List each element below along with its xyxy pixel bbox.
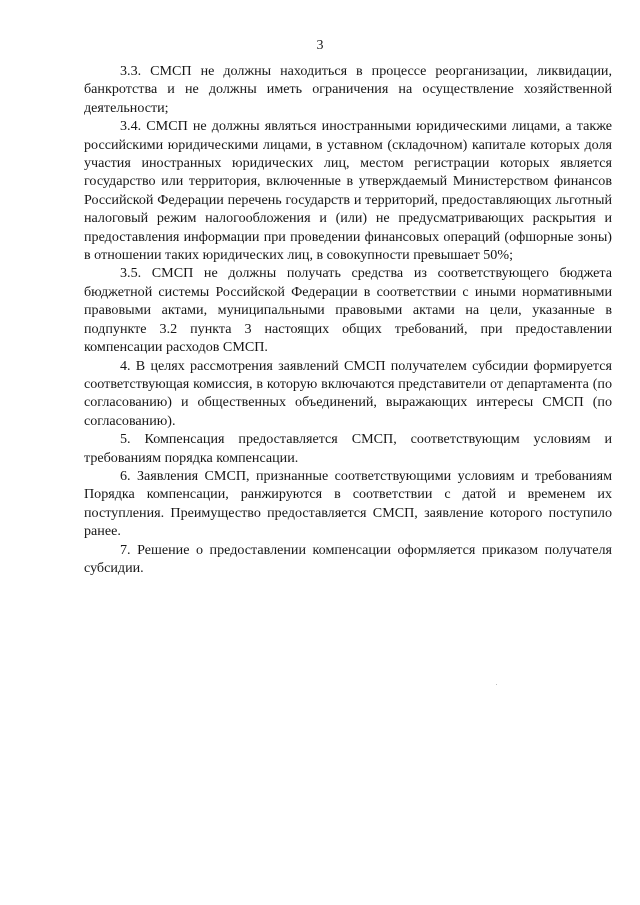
page-number: 3 bbox=[316, 38, 324, 53]
paragraph-4: 4. В целях рассмотрения заявлений СМСП получателем субсидии формируется соответствующая комиссия, в которую включаются представители от департамента (по согласованию) и общественных объединений, выражающих интересы СМСП (по согласованию). bbox=[84, 357, 612, 429]
paragraph-3-5: 3.5. СМСП не должны получать средства из соответствующего бюджета бюджетной системы Российской Федерации в соответствии с иными нормативными правовыми актами, муниципальными правовыми актами на цели, указанные в подпункте 3.2 пункта 3 настоящих общих требований, при предоставлении компенсации расходов СМСП. bbox=[84, 265, 612, 356]
paragraph-3-4: 3.4. СМСП не должны являться иностранными юридическими лицами, а также российскими юридическими лицами, в уставном (складочном) капитале которых доля участия иностранных юридических лиц, местом регистрации которых является государство или территория, включенные в утверждаемый Министерством финансов Российской Федерации перечень государств и территорий, предоставляющих льготный налоговый режим налогообложения и (или) не предусматривающих раскрытия и предоставления информации при проведении финансовых операций (офшорные зоны) в отношении таких юридических лиц, в совокупности превышает 50%; bbox=[84, 118, 612, 264]
paragraph-6: 6. Заявления СМСП, признанные соответствующими условиям и требованиям Порядка компенсации, ранжируются в соответствии с датой и временем их поступления. Преимущество предоставляется СМСП, заявление которого поступило ранее. bbox=[84, 467, 612, 540]
paragraph-5: 5. Компенсация предоставляется СМСП, соответствующим условиям и требованиям порядка компенсации. bbox=[84, 431, 612, 466]
paragraph-3-3: 3.3. СМСП не должны находиться в процессе реорганизации, ликвидации, банкротства и не должны иметь ограничения на осуществление хозяйственной деятельности; bbox=[84, 63, 612, 116]
document-body bbox=[84, 62, 612, 577]
paragraph-7: 7. Решение о предоставлении компенсации оформляется приказом получателя субсидии. bbox=[84, 541, 612, 576]
scan-speck bbox=[496, 684, 497, 685]
